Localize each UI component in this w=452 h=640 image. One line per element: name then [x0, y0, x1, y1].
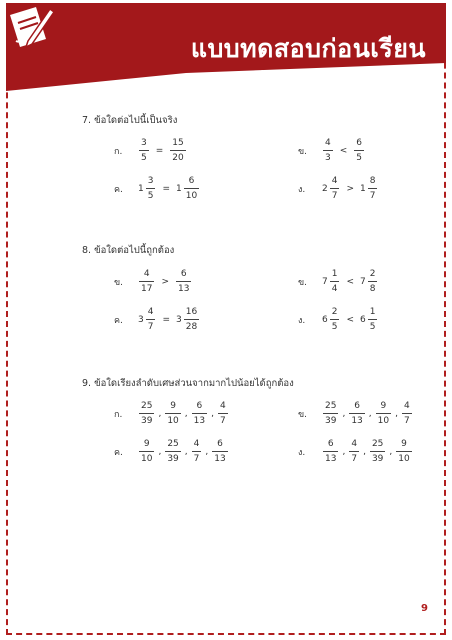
denominator: 5 [141, 153, 147, 163]
denominator: 39 [141, 416, 153, 426]
comparison-operator: < [346, 314, 355, 325]
fraction [323, 137, 333, 164]
comparison-operator: > [346, 183, 355, 194]
numerator: 4 [219, 401, 226, 411]
fraction-bar [376, 413, 391, 414]
whole-number: 1 [360, 183, 366, 194]
math-expression [136, 175, 202, 202]
fraction-bar [139, 451, 154, 452]
page-number: 9 [421, 603, 428, 614]
fraction [139, 438, 154, 465]
question-8-title: 8. ข้อใดต่อไปนี้ถูกต้อง [82, 245, 175, 256]
denominator: 7 [369, 191, 376, 201]
fraction [146, 175, 156, 202]
numerator: 1 [369, 307, 376, 317]
separator-comma: , [389, 446, 393, 457]
option-label: ง. [298, 315, 306, 326]
fraction [176, 268, 191, 295]
numerator: 25 [371, 439, 384, 449]
math-expression [136, 268, 194, 295]
fraction [139, 400, 154, 427]
pencil-paper-icon [6, 3, 54, 49]
denominator: 5 [331, 322, 338, 332]
header-banner [6, 3, 446, 95]
whole-number: 1 [176, 183, 182, 194]
denominator: 13 [351, 416, 363, 426]
math-expression [320, 268, 380, 295]
q8-option-d[interactable] [298, 306, 380, 333]
comparison-operator: = [162, 314, 171, 325]
numerator: 25 [325, 401, 337, 411]
denominator: 10 [141, 454, 153, 464]
fraction [396, 438, 411, 465]
q8-option-b[interactable] [298, 268, 380, 295]
fraction [192, 400, 207, 427]
numerator: 4 [143, 269, 150, 279]
fraction-bar [323, 150, 333, 151]
fraction [368, 268, 378, 295]
q9-option-c[interactable] [114, 438, 231, 465]
numerator: 4 [351, 439, 358, 449]
math-expression [320, 400, 415, 427]
denominator: 13 [178, 284, 190, 294]
fraction-bar [170, 150, 185, 151]
fraction-bar [354, 150, 364, 151]
comparison-operator: = [155, 145, 164, 156]
denominator: 5 [356, 153, 363, 163]
fraction [349, 438, 359, 465]
numerator: 6 [188, 176, 195, 186]
option-label: ข. [114, 277, 124, 288]
fraction-bar [396, 451, 411, 452]
denominator: 10 [185, 191, 198, 201]
whole-number: 3 [176, 314, 182, 325]
whole-number: 6 [360, 314, 366, 325]
fraction-bar [402, 413, 412, 414]
separator-comma: , [184, 408, 188, 419]
numerator: 6 [327, 439, 334, 449]
fraction-bar [218, 413, 228, 414]
math-expression [136, 438, 231, 465]
comparison-operator: > [161, 276, 169, 287]
denominator: 13 [325, 454, 337, 464]
denominator: 7 [147, 322, 154, 332]
q9-option-b[interactable] [298, 400, 415, 427]
math-expression [320, 438, 415, 465]
fraction [192, 438, 202, 465]
math-expression [136, 306, 202, 333]
fraction [349, 400, 364, 427]
fraction [354, 137, 364, 164]
fraction-bar [368, 188, 378, 189]
numerator: 4 [193, 439, 200, 449]
numerator: 25 [141, 401, 153, 411]
q8-option-c[interactable] [114, 306, 202, 333]
q9-option-d[interactable] [298, 438, 415, 465]
math-expression [320, 137, 367, 164]
fraction [184, 175, 199, 202]
question-7-title: 7. ข้อใดต่อไปนี้เป็นจริง [82, 115, 178, 126]
fraction-bar [349, 413, 364, 414]
q7-option-d[interactable] [298, 175, 380, 202]
whole-number: 7 [322, 276, 328, 287]
option-label: ข. [298, 277, 308, 288]
numerator: 4 [147, 307, 154, 317]
math-expression [136, 137, 189, 164]
fraction [402, 400, 412, 427]
denominator: 39 [325, 416, 337, 426]
numerator: 16 [185, 307, 198, 317]
denominator: 3 [325, 153, 331, 163]
denominator: 7 [193, 454, 200, 464]
denominator: 7 [331, 191, 338, 201]
fraction-bar [370, 451, 385, 452]
numerator: 4 [325, 138, 331, 148]
option-label: ก. [114, 146, 123, 157]
fraction-bar [349, 451, 359, 452]
fraction [165, 400, 180, 427]
numerator: 6 [196, 401, 203, 411]
fraction-bar [176, 281, 191, 282]
page-subtitle: การเปรียบเทียบและเรียงลำดับเศษส่วน [223, 69, 428, 84]
q9-option-a[interactable] [114, 400, 231, 427]
whole-number: 6 [322, 314, 328, 325]
separator-comma: , [363, 446, 366, 457]
option-label: ง. [298, 447, 306, 458]
fraction-bar [192, 413, 207, 414]
denominator: 7 [403, 416, 410, 426]
option-label: ค. [114, 184, 123, 195]
fraction [146, 306, 156, 333]
numerator: 4 [331, 176, 338, 186]
denominator: 7 [219, 416, 226, 426]
fraction-bar [146, 319, 156, 320]
comparison-operator: < [339, 145, 348, 156]
fraction [165, 438, 180, 465]
separator-comma: , [158, 408, 162, 419]
fraction-bar [330, 188, 340, 189]
numerator: 8 [369, 176, 376, 186]
fraction [370, 438, 385, 465]
numerator: 9 [380, 401, 387, 411]
numerator: 6 [217, 439, 223, 449]
fraction [139, 137, 149, 164]
fraction-bar [139, 413, 154, 414]
numerator: 6 [180, 269, 187, 279]
separator-comma: , [368, 408, 372, 419]
fraction-bar [368, 281, 378, 282]
fraction [368, 175, 378, 202]
denominator: 13 [193, 416, 206, 426]
separator-comma: , [205, 446, 209, 457]
option-label: ข. [298, 146, 308, 157]
comparison-operator: = [162, 183, 171, 194]
denominator: 20 [172, 153, 184, 163]
denominator: 10 [167, 416, 179, 426]
fraction-bar [212, 451, 227, 452]
fraction [330, 268, 340, 295]
denominator: 13 [214, 454, 226, 464]
denominator: 5 [369, 322, 376, 332]
fraction-bar [184, 188, 199, 189]
denominator: 39 [371, 454, 384, 464]
fraction-bar [139, 150, 149, 151]
fraction [184, 306, 199, 333]
fraction-bar [165, 413, 180, 414]
option-label: ข. [298, 409, 308, 420]
fraction [139, 268, 154, 295]
fraction-bar [146, 188, 156, 189]
fraction-bar [165, 451, 180, 452]
fraction [323, 400, 338, 427]
fraction [170, 137, 185, 164]
numerator: 6 [356, 138, 363, 148]
q8-option-a[interactable] [114, 268, 194, 295]
fraction-bar [184, 319, 199, 320]
numerator: 4 [403, 401, 410, 411]
option-label: ง. [298, 184, 306, 195]
math-expression [136, 400, 231, 427]
fraction-bar [323, 451, 338, 452]
separator-comma: , [184, 446, 188, 457]
whole-number: 7 [360, 276, 366, 287]
whole-number: 3 [138, 314, 144, 325]
fraction-bar [368, 319, 378, 320]
option-label: ค. [114, 315, 123, 326]
separator-comma: , [342, 408, 346, 419]
denominator: 5 [147, 191, 154, 201]
math-expression [320, 306, 380, 333]
fraction-bar [192, 451, 202, 452]
numerator: 9 [143, 439, 150, 449]
question-9-title: 9. ข้อใดเรียงลำดับเศษส่วนจากมากไปน้อยได้ถูกต้อง [82, 378, 294, 389]
numerator: 3 [141, 138, 147, 148]
numerator: 2 [369, 269, 376, 279]
fraction [323, 438, 338, 465]
fraction-bar [330, 281, 340, 282]
page-title: แบบทดสอบก่อนเรียน [190, 34, 426, 63]
numerator: 15 [172, 138, 184, 148]
option-label: ค. [114, 447, 123, 458]
numerator: 3 [147, 176, 154, 186]
denominator: 10 [398, 454, 410, 464]
numerator: 6 [354, 401, 360, 411]
comparison-operator: < [346, 276, 355, 287]
whole-number: 1 [138, 183, 144, 194]
denominator: 10 [377, 416, 390, 426]
fraction [212, 438, 227, 465]
numerator: 9 [170, 401, 176, 411]
fraction [218, 400, 228, 427]
separator-comma: , [395, 408, 398, 419]
separator-comma: , [342, 446, 346, 457]
fraction [330, 175, 340, 202]
q7-option-a[interactable] [114, 137, 189, 164]
math-expression [320, 175, 380, 202]
fraction [376, 400, 391, 427]
numerator: 1 [331, 269, 338, 279]
separator-comma: , [158, 446, 162, 457]
denominator: 28 [185, 322, 198, 332]
denominator: 7 [351, 454, 358, 464]
option-label: ก. [114, 409, 123, 420]
fraction [330, 306, 340, 333]
q7-option-b[interactable] [298, 137, 367, 164]
denominator: 4 [331, 284, 338, 294]
whole-number: 2 [322, 183, 328, 194]
fraction-bar [330, 319, 340, 320]
fraction-bar [139, 281, 154, 282]
q7-option-c[interactable] [114, 175, 202, 202]
separator-comma: , [211, 408, 214, 419]
numerator: 9 [401, 439, 407, 449]
denominator: 17 [141, 284, 153, 294]
numerator: 2 [331, 307, 338, 317]
denominator: 39 [167, 454, 179, 464]
fraction-bar [323, 413, 338, 414]
fraction [368, 306, 378, 333]
numerator: 25 [167, 439, 179, 449]
denominator: 8 [369, 284, 376, 294]
